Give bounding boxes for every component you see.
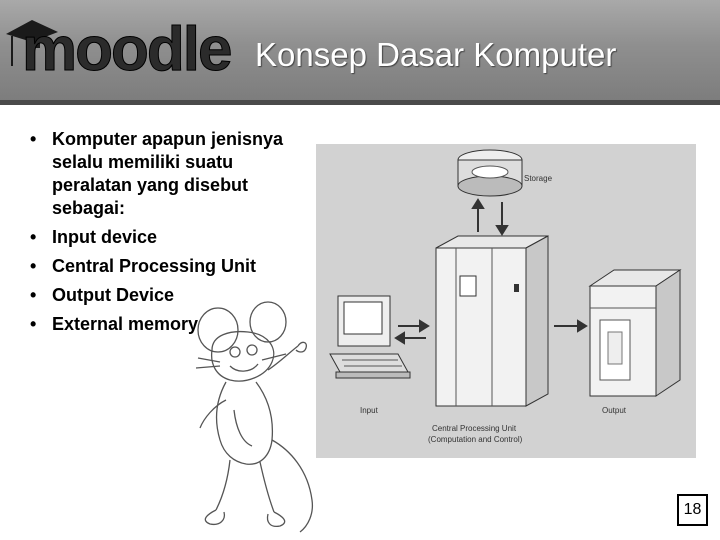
bullet-glyph: • [30, 227, 37, 247]
computer-system-diagram [308, 136, 716, 466]
bullet-glyph: • [30, 256, 37, 276]
cpu-label-line1: Central Processing Unit [432, 424, 517, 433]
storage-cpu-arrows [473, 200, 507, 234]
bullet-text: Central Processing Unit [52, 256, 257, 276]
bullet-text-continuation: selalu memiliki suatu peralatan yang disebut sebagai: [52, 152, 249, 218]
input-cpu-arrows [396, 321, 428, 343]
cartoon-mouse-icon [190, 300, 325, 535]
output-printer-icon [590, 270, 680, 396]
output-label: Output [602, 406, 627, 415]
bullet-item [30, 226, 320, 249]
bullet-glyph: • [30, 285, 37, 305]
cpu-cabinet-icon [436, 236, 548, 406]
diagram-drawing [308, 136, 716, 466]
page-number: 18 [677, 494, 708, 526]
logo-wordmark: moodle [22, 15, 231, 80]
slide-title: Konsep Dasar Komputer [255, 36, 617, 73]
input-label: Input [360, 406, 378, 415]
storage-label: Storage [524, 174, 553, 183]
bullet-item [30, 255, 320, 278]
moodle-logo [4, 6, 254, 80]
bullet-text: Komputer apapun jenisnya [52, 129, 284, 149]
bullet-text: External memory [52, 314, 199, 334]
cpu-output-arrow [554, 321, 586, 331]
bullet-text: Input device [52, 227, 158, 247]
bullet-text: Output Device [52, 285, 175, 305]
bullet-glyph: • [30, 314, 37, 334]
storage-disk-icon [458, 150, 522, 196]
cpu-label-line2: (Computation and Control) [428, 435, 523, 444]
bullet-glyph: • [30, 129, 37, 149]
header-divider [0, 100, 720, 105]
bullet-item [30, 128, 320, 220]
